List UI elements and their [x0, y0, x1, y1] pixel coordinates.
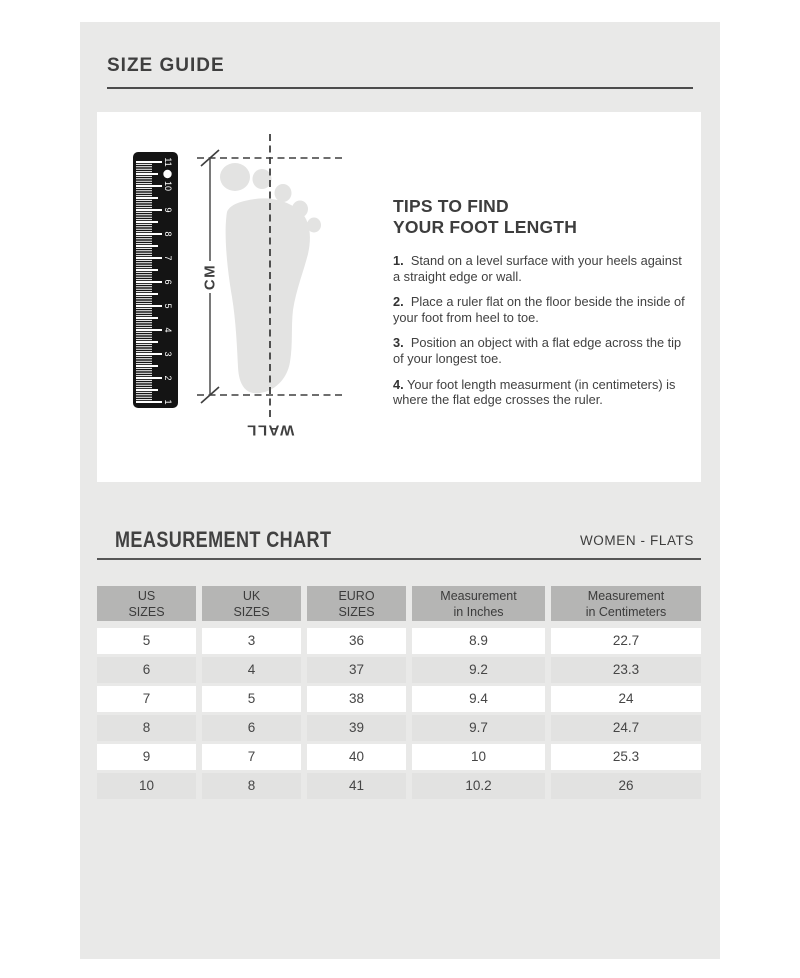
tip-item-2: [393, 294, 689, 325]
tip-item-3: [393, 335, 689, 366]
ruler-number: 9: [163, 207, 173, 213]
table-cell: 9.7: [412, 715, 545, 741]
tips-heading-line2: YOUR FOOT LENGTH: [393, 217, 578, 237]
tip-text: Place a ruler flat on the floor beside the inside of your foot from heel to toe.: [393, 294, 685, 325]
title-underline: [107, 87, 693, 89]
size-conversion-table: [97, 586, 701, 799]
ruler-hole: [163, 170, 171, 178]
tips-heading-line1: TIPS TO FIND: [393, 196, 509, 216]
cm-axis-label: CM: [201, 263, 219, 291]
tips-block: [393, 196, 689, 418]
column-header-euro: EURO SIZES: [307, 586, 406, 621]
table-cell: 5: [97, 628, 196, 654]
measurement-chart-header: [97, 525, 701, 557]
column-header-uk: UK SIZES: [202, 586, 301, 621]
ruler-number: 3: [163, 351, 173, 357]
table-cell: 8.9: [412, 628, 545, 654]
table-cell: 9: [97, 744, 196, 770]
table-cell: 8: [202, 773, 301, 799]
ruler-graphic: [133, 152, 178, 408]
ruler-number: 4: [163, 327, 173, 333]
table-cell: 10: [412, 744, 545, 770]
table-cell: 22.7: [551, 628, 701, 654]
tip-number: 2.: [393, 294, 404, 310]
ruler-number: 7: [163, 255, 173, 261]
ruler-number: 6: [163, 279, 173, 285]
table-cell: 39: [307, 715, 406, 741]
table-cell: 41: [307, 773, 406, 799]
table-cell: 10.2: [412, 773, 545, 799]
ruler-number: 8: [163, 231, 173, 237]
ruler-number: 5: [163, 303, 173, 309]
table-cell: 7: [97, 686, 196, 712]
ruler-number: 10: [163, 180, 173, 192]
tip-item-4: [393, 377, 689, 408]
table-cell: 7: [202, 744, 301, 770]
column-header-us: US SIZES: [97, 586, 196, 621]
table-cell: 25.3: [551, 744, 701, 770]
table-cell: 6: [202, 715, 301, 741]
table-header-row: [97, 586, 701, 621]
table-cell: 9.4: [412, 686, 545, 712]
size-guide-panel: [80, 22, 720, 959]
wall-label: WALL: [245, 421, 295, 439]
table-cell: 24: [551, 686, 701, 712]
table-cell: 40: [307, 744, 406, 770]
column-header-inches: Measurement in Inches: [412, 586, 545, 621]
page-title: SIZE GUIDE: [107, 55, 225, 76]
table-cell: 38: [307, 686, 406, 712]
tip-text: Stand on a level surface with your heels against a straight edge or wall.: [393, 253, 682, 284]
table-cell: 10: [97, 773, 196, 799]
table-cell: 3: [202, 628, 301, 654]
table-cell: 37: [307, 657, 406, 683]
table-cell: 26: [551, 773, 701, 799]
tip-number: 4.: [393, 376, 404, 392]
tip-text: Your foot length measurment (in centimeters) is where the flat edge crosses the ruler.: [393, 376, 676, 408]
table-cell: 36: [307, 628, 406, 654]
measurement-chart-title: MEASUREMENT CHART: [115, 527, 332, 552]
table-cell: 4: [202, 657, 301, 683]
measurement-chart-underline: [97, 558, 701, 560]
table-cell: 24.7: [551, 715, 701, 741]
tip-number: 1.: [393, 253, 404, 268]
column-header-centimeters: Measurement in Centimeters: [551, 586, 701, 621]
table-cell: 5: [202, 686, 301, 712]
table-cell: 6: [97, 657, 196, 683]
tip-number: 3.: [393, 335, 404, 351]
table-cell: 8: [97, 715, 196, 741]
ruler-number: 1: [163, 399, 173, 405]
tips-heading: [393, 196, 689, 238]
ruler-number: 2: [163, 375, 173, 381]
table-cell: 9.2: [412, 657, 545, 683]
category-label: WOMEN - FLATS: [579, 533, 694, 548]
ruler-number: 11: [163, 157, 173, 167]
foot-measure-illustration: [97, 112, 701, 482]
tip-item-1: [393, 253, 689, 284]
table-cell: 23.3: [551, 657, 701, 683]
tip-text: Position an object with a flat edge across the tip of your longest toe.: [393, 335, 682, 367]
table-body: [97, 628, 701, 799]
